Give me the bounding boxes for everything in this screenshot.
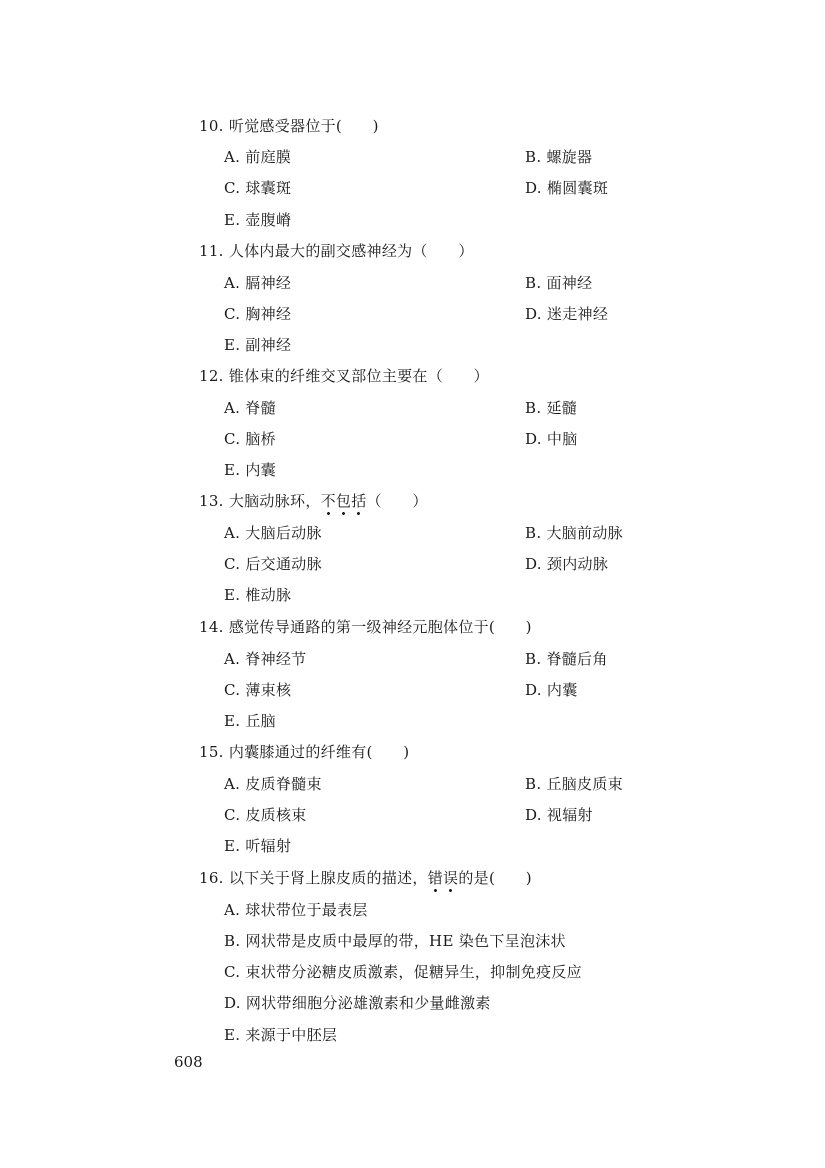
question-15-stem: 15. 内囊膝通过的纤维有( ) <box>199 743 410 761</box>
question-11-option-d: D. 迷走神经 <box>525 305 609 323</box>
question-11-option-c: C. 胸神经 <box>224 305 292 323</box>
question-11-option-b: B. 面神经 <box>525 274 593 292</box>
question-10-option-a: A. 前庭膜 <box>224 148 292 166</box>
question-10-option-d: D. 椭圆囊斑 <box>525 179 609 197</box>
question-15-option-e: E. 听辐射 <box>224 837 292 855</box>
question-12-option-b: B. 延髓 <box>525 399 578 417</box>
question-14-option-b: B. 脊髓后角 <box>525 650 608 668</box>
question-13-option-a: A. 大脑后动脉 <box>224 524 322 542</box>
page-number: 608 <box>174 1053 203 1071</box>
question-14-option-d: D. 内囊 <box>525 681 578 699</box>
question-13-stem-suffix: （ ） <box>366 492 428 510</box>
question-16-option-e: E. 来源于中胚层 <box>224 1026 338 1044</box>
question-10-option-c: C. 球囊斑 <box>224 179 292 197</box>
question-15-option-a: A. 皮质脊髓束 <box>224 775 322 793</box>
question-12-option-d: D. 中脑 <box>525 430 578 448</box>
question-11-option-e: E. 副神经 <box>224 336 292 354</box>
question-12-option-a: A. 脊髓 <box>224 399 276 417</box>
question-16-option-b: B. 网状带是皮质中最厚的带，HE 染色下呈泡沫状 <box>224 932 566 950</box>
question-13-option-b: B. 大脑前动脉 <box>525 524 623 542</box>
question-15-option-c: C. 皮质核束 <box>224 806 307 824</box>
question-12-stem: 12. 锥体束的纤维交叉部位主要在（ ） <box>199 367 489 385</box>
question-14-option-c: C. 薄束核 <box>224 681 292 699</box>
question-15-option-d: D. 视辐射 <box>525 806 593 824</box>
question-13-option-e: E. 椎动脉 <box>224 586 292 604</box>
question-14-option-a: A. 脊神经节 <box>224 650 307 668</box>
question-16-option-c: C. 束状带分泌糖皮质激素，促糖异生，抑制免疫反应 <box>224 963 582 981</box>
question-16-stem-prefix: 16. 以下关于肾上腺皮质的描述， <box>199 869 428 887</box>
question-13-option-c: C. 后交通动脉 <box>224 555 322 573</box>
question-13-option-d: D. 颈内动脉 <box>525 555 609 573</box>
question-11-option-a: A. 膈神经 <box>224 274 292 292</box>
question-11-stem: 11. 人体内最大的副交感神经为（ ） <box>199 242 474 260</box>
question-10-option-e: E. 壶腹嵴 <box>224 211 292 229</box>
question-10-stem: 10. 听觉感受器位于( ) <box>199 117 379 135</box>
question-16-stem-suffix: 的是( ) <box>458 869 532 887</box>
question-15-option-b: B. 丘脑皮质束 <box>525 775 623 793</box>
question-16-emphasis: 错误 <box>428 869 459 893</box>
question-14-option-e: E. 丘脑 <box>224 712 276 730</box>
question-16-option-a: A. 球状带位于最表层 <box>224 901 368 919</box>
question-14-stem: 14. 感觉传导通路的第一级神经元胞体位于( ) <box>199 618 532 636</box>
question-13-stem <box>199 492 428 510</box>
question-16-stem <box>199 869 532 887</box>
question-13-emphasis: 不包括 <box>321 492 367 516</box>
question-10-option-b: B. 螺旋器 <box>525 148 593 166</box>
question-16-option-d: D. 网状带细胞分泌雄激素和少量雌激素 <box>224 994 491 1012</box>
question-13-stem-prefix: 13. 大脑动脉环， <box>199 492 321 510</box>
question-12-option-c: C. 脑桥 <box>224 430 276 448</box>
question-12-option-e: E. 内囊 <box>224 461 276 479</box>
